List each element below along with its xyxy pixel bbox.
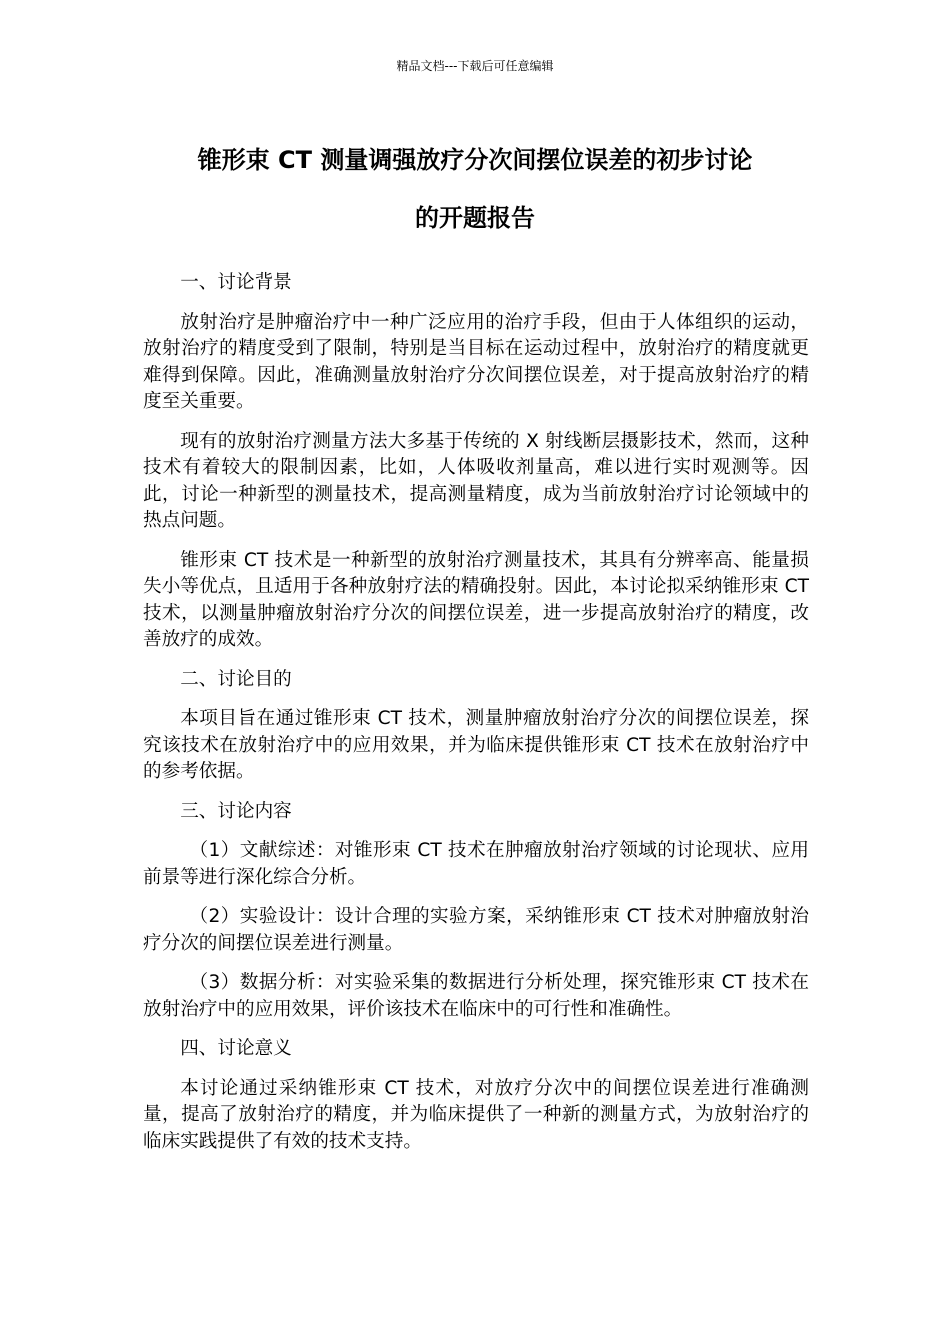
list-item: （2）实验设计：设计合理的实验方案，采纳锥形束 CT 技术对肿瘤放射治疗分次的间摆位误差进行测量。 — [143, 906, 809, 954]
section-heading: 三、讨论内容 — [180, 800, 292, 822]
document-body — [143, 270, 809, 1155]
body-paragraph: 锥形束 CT 技术是一种新型的放射治疗测量技术，其具有分辨率高、能量损失小等优点，且适用于各种放射疗法的精确投射。因此，本讨论拟采纳锥形束 CT 技术，以测量肿瘤放射治疗分次的间摆位误差，进一步提高放射治疗的精度，改善放疗的成效。 — [143, 549, 809, 650]
body-paragraph: 本项目旨在通过锥形束 CT 技术，测量肿瘤放射治疗分次的间摆位误差，探究该技术在放射治疗中的应用效果，并为临床提供锥形束 CT 技术在放射治疗中的参考依据。 — [143, 708, 809, 782]
body-paragraph: 放射治疗是肿瘤治疗中一种广泛应用的治疗手段，但由于人体组织的运动，放射治疗的精度受到了限制，特别是当目标在运动过程中，放射治疗的精度就更难得到保障。因此，准确测量放射治疗分次间摆位误差，对于提高放射治疗的精度至关重要。 — [143, 311, 809, 412]
list-item: （1）文献综述：对锥形束 CT 技术在肿瘤放射治疗领域的讨论现状、应用前景等进行深化综合分析。 — [143, 840, 809, 888]
section-heading: 二、讨论目的 — [180, 668, 292, 690]
list-item: （3）数据分析：对实验采集的数据进行分析处理，探究锥形束 CT 技术在放射治疗中的应用效果，评价该技术在临床中的可行性和准确性。 — [143, 972, 809, 1020]
body-paragraph: 本讨论通过采纳锥形束 CT 技术，对放疗分次中的间摆位误差进行准确测量，提高了放射治疗的精度，并为临床提供了一种新的测量方式，为放射治疗的临床实践提供了有效的技术支持。 — [143, 1077, 809, 1152]
document-title-line-1: 锥形束 CT 测量调强放疗分次间摆位误差的初步讨论 — [197, 146, 753, 174]
section-heading: 四、讨论意义 — [180, 1038, 292, 1059]
page-header-watermark: 精品文档---下载后可任意编辑 — [396, 59, 554, 73]
body-paragraph: 现有的放射治疗测量方法大多基于传统的 X 射线断层摄影技术，然而，这种技术有着较大的限制因素，比如，人体吸收剂量高，难以进行实时观测等。因此，讨论一种新型的测量技术，提高测量精度，成为当前放射治疗讨论领域中的热点问题。 — [143, 430, 809, 531]
document-title-line-2: 的开题报告 — [415, 204, 535, 232]
section-heading: 一、讨论背景 — [180, 272, 292, 293]
